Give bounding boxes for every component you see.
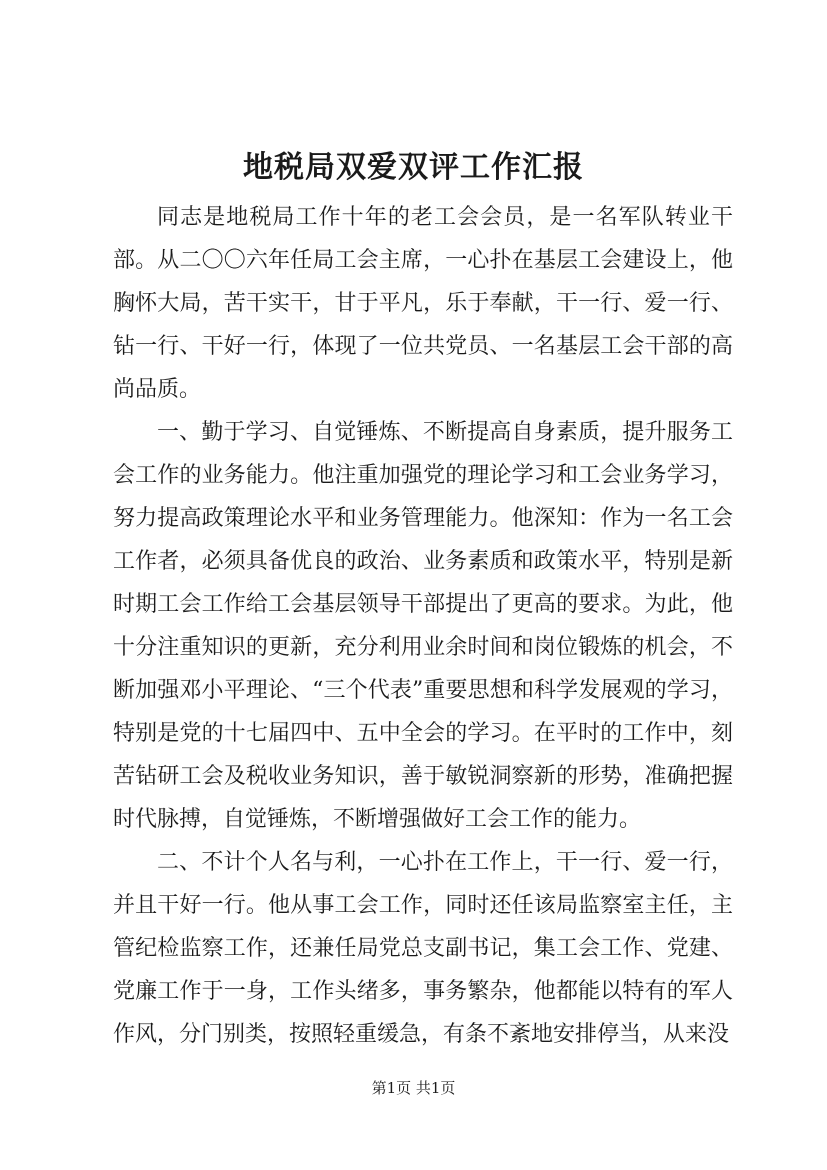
- document-body: [113, 196, 733, 1056]
- paragraph-section-2: 二、不计个人名与利，一心扑在工作上，干一行、爱一行，并且干好一行。他从事工会工作，同时还任该局监察室主任，主管纪检监察工作，还兼任局党总支副书记，集工会工作、党建、党廉工作于一身，工作头绪多，事务繁杂，他都能以特有的军人作风，分门别类，按照轻重缓急，有条不紊地安排停当，从来没: [113, 850, 733, 1047]
- page-footer: 第1页 共1页: [371, 1079, 456, 1097]
- paragraph-section-1: 一、勤于学习、自觉锤炼、不断提高自身素质，提升服务工会工作的业务能力。他注重加强党的理论学习和工会业务学习，努力提高政策理论水平和业务管理能力。他深知：作为一名工会工作者，必须具备优良的政治、业务素质和政策水平，特别是新时期工会工作给工会基层领导干部提出了更高的要求。为此，他十分注重知识的更新，充分利用业余时间和岗位锻炼的机会，不断加强邓小平理论、“三个代表”重要思想和科学发展观的学习，特别是党的十七届四中、五中全会的学习。在平时的工作中，刻苦钻研工会及税收业务知识，善于敏锐洞察新的形势，准确把握时代脉搏，自觉锤炼，不断增强做好工会工作的能力。: [113, 420, 733, 832]
- document-title: 地税局双爱双评工作汇报: [243, 150, 584, 185]
- paragraph-intro: 同志是地税局工作十年的老工会会员，是一名军队转业干部。从二〇〇六年任局工会主席，一心扑在基层工会建设上，他胸怀大局，苦干实干，甘于平凡，乐于奉献，干一行、爱一行、钻一行、干好一行，体现了一位共党员、一名基层工会干部的高尚品质。: [113, 205, 733, 402]
